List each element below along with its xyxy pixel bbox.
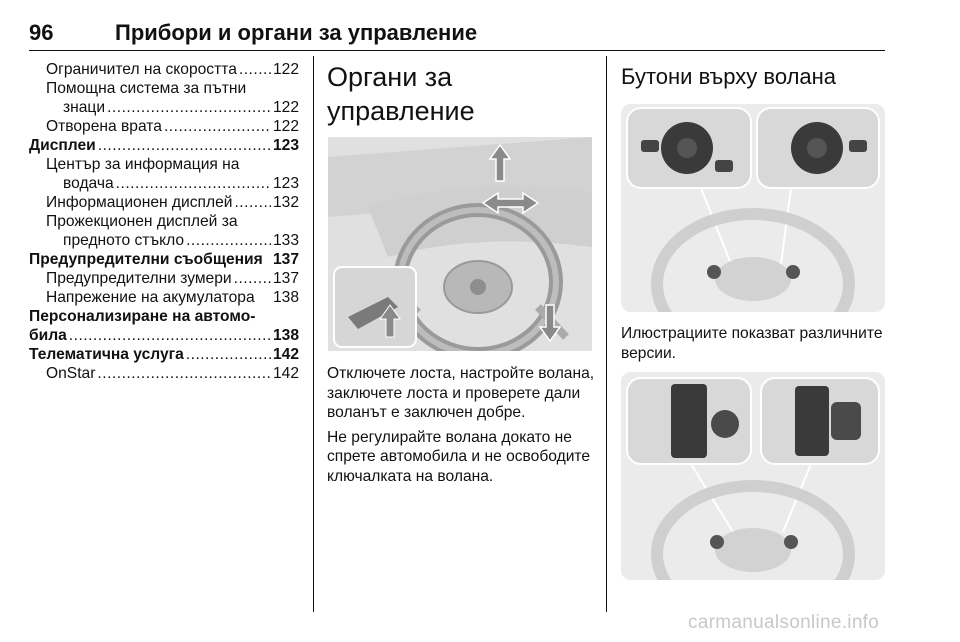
toc-section[interactable]: Дисплеи ..... 123 (29, 136, 299, 155)
paragraph: Отключете лоста, настройте волана, заключете лоста и проверете дали воланът е заключен добре. (327, 365, 595, 421)
paragraph: Не регулирайте волана докато не спрете автомобила и не освободите ключалката на волана. (327, 428, 591, 485)
toc-entry[interactable]: Напрежение на акумулатора 138 (46, 289, 299, 306)
steering-buttons-illustration-1 (621, 104, 885, 312)
page-number: 96 (29, 20, 54, 45)
toc-column (29, 60, 299, 383)
toc-entry[interactable]: OnStar ..... 142 (29, 364, 299, 383)
toc-section[interactable]: Персонализиране на автомо- била ..... 138 (29, 307, 299, 345)
watermark: carmanualsonline.info (688, 612, 880, 633)
toc-entry[interactable]: Информационен дисплей ..... 132 (29, 193, 299, 212)
toc-section[interactable]: Предупредителни съобщения 137 (29, 251, 299, 268)
toc-entry[interactable]: Отворена врата ..... 122 (29, 117, 299, 136)
column-divider (606, 56, 607, 612)
caption-block (621, 324, 885, 363)
steering-buttons-column (621, 60, 885, 94)
page-header (29, 20, 885, 51)
toc-entry[interactable]: Ограничител на скоростта ..... 122 (29, 60, 299, 79)
steering-adjust-text (327, 364, 595, 486)
column-divider (313, 56, 314, 612)
toc-entry[interactable]: Помощна система за пътни знаци ..... 122 (29, 79, 299, 117)
toc-section[interactable]: Телематична услуга ..... 142 (29, 345, 299, 364)
section-heading: Органи за управление (327, 62, 475, 126)
toc-entry[interactable]: Предупредителни зумери ..... 137 (29, 269, 299, 288)
steering-adjustment-illustration (328, 137, 592, 351)
section-heading: Бутони върху волана (621, 64, 837, 89)
toc-entry[interactable]: Прожекционен дисплей за предното стъкло ..... 133 (29, 212, 299, 250)
caption: Илюстрациите показват различните версии. (621, 325, 883, 362)
toc-entry[interactable]: Център за информация на водача ..... 123 (29, 155, 299, 193)
page-title: Прибори и органи за управление (115, 20, 478, 45)
steering-buttons-illustration-2 (621, 372, 885, 580)
